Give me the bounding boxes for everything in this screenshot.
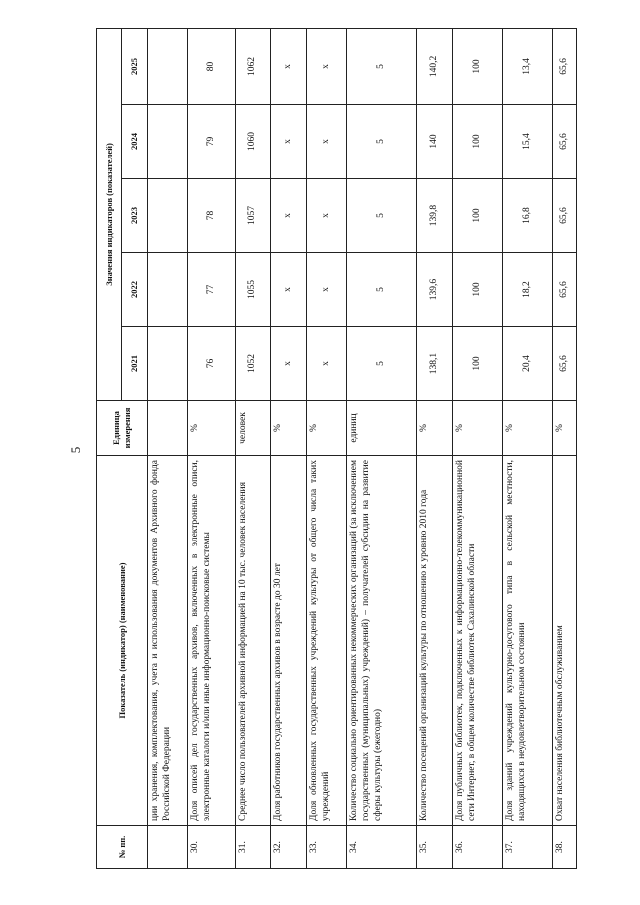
cell-no xyxy=(148,826,188,869)
cell-value: 79 xyxy=(188,105,236,179)
header-year: 2024 xyxy=(122,105,148,179)
cell-no: 31. xyxy=(236,826,271,869)
cell-unit: % xyxy=(553,401,577,456)
cell-value: 80 xyxy=(188,28,236,104)
cell-name: Охват населения библиотечным обслуживанием xyxy=(553,456,577,826)
cell-value: x xyxy=(307,327,347,401)
cell-no: 32. xyxy=(271,826,307,869)
cell-name: Доля работников государственных архивов в возрасте до 30 лет xyxy=(271,456,307,826)
cell-unit: % xyxy=(417,401,453,456)
cell-name: Доля зданий учреждений культурно-досугового типа в сельской местности, находящихся в неудовлетворительном состоянии xyxy=(503,456,553,826)
cell-value: 139,8 xyxy=(417,179,453,253)
cell-value: x xyxy=(271,327,307,401)
indicators-table-wrapper xyxy=(96,29,569,869)
cell-unit: % xyxy=(188,401,236,456)
cell-value: 1057 xyxy=(236,179,271,253)
cell-value: x xyxy=(307,253,347,327)
cell-value xyxy=(148,105,188,179)
cell-value: 20,4 xyxy=(503,327,553,401)
cell-value: 13,4 xyxy=(503,28,553,104)
cell-value: 5 xyxy=(347,105,417,179)
cell-name: Доля описей дел государственных архивов, включенных в электронные описи, электронные каталоги и/или иные информационно-поисковые системы xyxy=(188,456,236,826)
cell-value: 5 xyxy=(347,28,417,104)
cell-value: 100 xyxy=(453,28,503,104)
page-number: 5 xyxy=(68,446,83,454)
cell-value: 140,2 xyxy=(417,28,453,104)
cell-value: 140 xyxy=(417,105,453,179)
cell-value: x xyxy=(307,179,347,253)
cell-unit: % xyxy=(271,401,307,456)
cell-value: 1055 xyxy=(236,253,271,327)
header-no: № пп. xyxy=(97,826,148,869)
cell-value xyxy=(148,327,188,401)
cell-name: Доля публичных библиотек, подключенных к информационно-телекоммуникационной сети Интернет, в общем количестве библиотек Сахалинской области xyxy=(453,456,503,826)
cell-value: 65,6 xyxy=(553,105,577,179)
cell-value: x xyxy=(307,28,347,104)
cell-value: 100 xyxy=(453,105,503,179)
header-unit: Единица измерения xyxy=(97,401,148,456)
cell-unit: единиц xyxy=(347,401,417,456)
cell-unit: человек xyxy=(236,401,271,456)
header-year: 2021 xyxy=(122,327,148,401)
table-row xyxy=(307,28,347,868)
cell-name: Количество социально ориентированных некоммерческих организаций (за исключением государственных (муниципальных) учреждений) – получателей субсидии на развитие сферы культуры (ежегодно) xyxy=(347,456,417,826)
cell-value: 18,2 xyxy=(503,253,553,327)
header-values-group: Значения индикаторов (показателей) xyxy=(97,28,122,400)
cell-value: 139,6 xyxy=(417,253,453,327)
cell-unit xyxy=(148,401,188,456)
header-year: 2023 xyxy=(122,179,148,253)
cell-value: x xyxy=(271,28,307,104)
cell-no: 30. xyxy=(188,826,236,869)
cell-value: 1062 xyxy=(236,28,271,104)
cell-no: 38. xyxy=(553,826,577,869)
cell-no: 37. xyxy=(503,826,553,869)
cell-value: x xyxy=(271,179,307,253)
cell-name: Среднее число пользователей архивной информацией на 10 тыс. человек населения xyxy=(236,456,271,826)
cell-value xyxy=(148,179,188,253)
cell-no: 36. xyxy=(453,826,503,869)
cell-value: 1060 xyxy=(236,105,271,179)
cell-value: x xyxy=(271,105,307,179)
table-row xyxy=(417,28,453,868)
cell-name: ции хранения, комплектования, учета и использования документов Архивного фонда Российской Федерации xyxy=(148,456,188,826)
cell-value: 5 xyxy=(347,179,417,253)
table-row xyxy=(236,28,271,868)
table-row xyxy=(503,28,553,868)
cell-no: 35. xyxy=(417,826,453,869)
cell-no: 34. xyxy=(347,826,417,869)
cell-value: 65,6 xyxy=(553,28,577,104)
cell-value: 77 xyxy=(188,253,236,327)
cell-value: 100 xyxy=(453,253,503,327)
cell-value: 65,6 xyxy=(553,327,577,401)
cell-value: 100 xyxy=(453,179,503,253)
cell-name: Количество посещений организаций культуры по отношению к уровню 2010 года xyxy=(417,456,453,826)
header-row-1 xyxy=(97,28,122,868)
cell-value xyxy=(148,28,188,104)
cell-value: x xyxy=(271,253,307,327)
cell-value: 65,6 xyxy=(553,253,577,327)
cell-value: 76 xyxy=(188,327,236,401)
cell-value: 15,4 xyxy=(503,105,553,179)
header-name: Показатель (индикатор) (наименование) xyxy=(97,456,148,826)
header-year: 2025 xyxy=(122,28,148,104)
cell-value: 16,8 xyxy=(503,179,553,253)
table-row xyxy=(553,28,577,868)
table-row xyxy=(347,28,417,868)
cell-name: Доля обновленных государственных учреждений культуры от общего числа таких учреждений xyxy=(307,456,347,826)
cell-no: 33. xyxy=(307,826,347,869)
cell-value: 65,6 xyxy=(553,179,577,253)
cell-value: 1052 xyxy=(236,327,271,401)
cell-value xyxy=(148,253,188,327)
cell-value: 78 xyxy=(188,179,236,253)
cell-value: 5 xyxy=(347,327,417,401)
table-row xyxy=(271,28,307,868)
cell-value: x xyxy=(307,105,347,179)
cell-unit: % xyxy=(503,401,553,456)
cell-unit: % xyxy=(307,401,347,456)
indicators-table xyxy=(96,28,577,869)
cell-value: 100 xyxy=(453,327,503,401)
cell-unit: % xyxy=(453,401,503,456)
cell-value: 5 xyxy=(347,253,417,327)
table-row xyxy=(453,28,503,868)
cell-value: 138,1 xyxy=(417,327,453,401)
table-row-continuation xyxy=(148,28,188,868)
table-row xyxy=(188,28,236,868)
header-year: 2022 xyxy=(122,253,148,327)
